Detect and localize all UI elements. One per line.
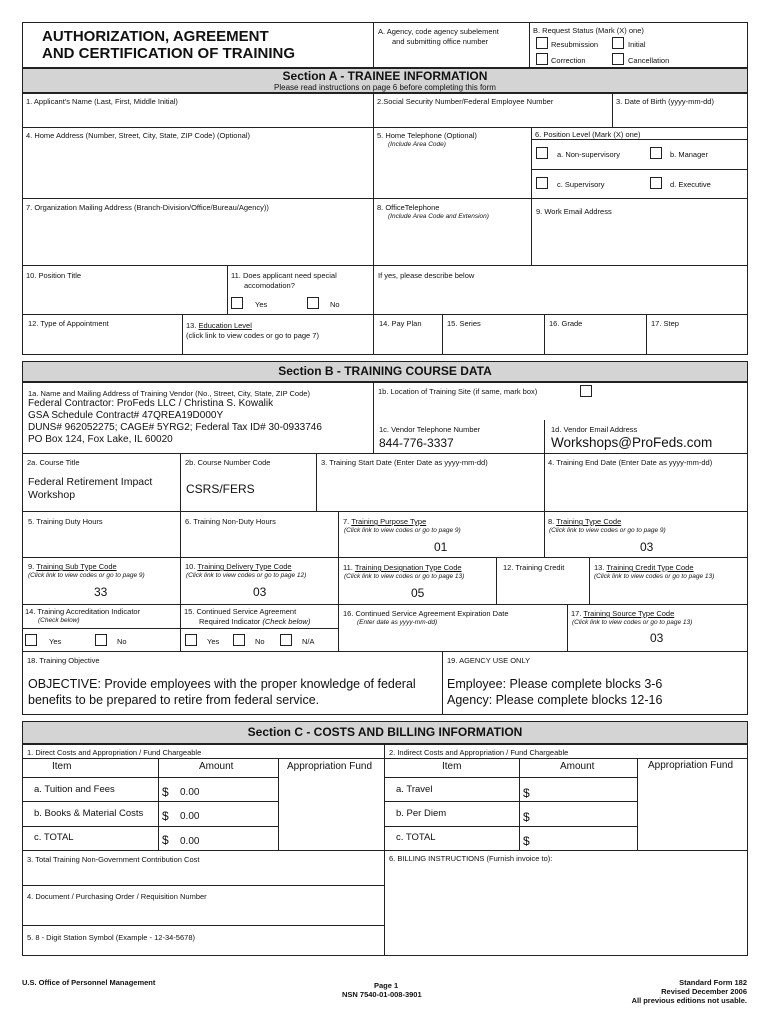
position-supervisory-checkbox[interactable]	[536, 177, 548, 189]
home-phone-hint: (Include Area Code)	[388, 141, 446, 148]
source-type-label: 17. Training Source Type Code	[571, 609, 675, 618]
position-nonsupervisory-label: a. Non-supervisory	[557, 150, 620, 159]
footer-nsn: NSN 7540-01-008-3901	[342, 990, 422, 999]
ssn-field[interactable]	[375, 108, 610, 126]
delivery-type-link[interactable]: Training Delivery Type Code	[197, 562, 292, 571]
accommodation-no-label: No	[330, 300, 340, 309]
designation-type-label: 11. Training Designation Type Code	[343, 563, 462, 572]
accommodation-no-checkbox[interactable]	[307, 297, 319, 309]
station-symbol-label: 5. 8 - Digit Station Symbol (Example - 12-34-5678)	[27, 933, 195, 942]
objective-value[interactable]	[28, 676, 416, 708]
section-c-title: Section C - COSTS AND BILLING INFORMATION	[247, 725, 523, 739]
vendor-name-label: 1a. Name and Mailing Address of Training Vendor (No., Street, City, State, ZIP Code)	[28, 389, 310, 398]
csa-yes-label: Yes	[207, 637, 220, 646]
grade-label: 16. Grade	[549, 319, 583, 328]
accreditation-no-checkbox[interactable]	[95, 634, 107, 646]
vendor-email-value[interactable]: Workshops@ProFeds.com	[551, 435, 713, 450]
training-credit-label: 12. Training Credit	[503, 563, 565, 572]
purpose-type-label: 7. Training Purpose Type	[343, 517, 427, 526]
series-label: 15. Series	[447, 319, 481, 328]
indirect-col-amount: Amount	[560, 761, 595, 772]
billing-instructions-label: 6. BILLING INSTRUCTIONS (Furnish invoice to):	[389, 854, 553, 863]
sub-type-hint: (Click link to view codes or go to page 9)	[28, 572, 145, 579]
delivery-type-label: 10. Training Delivery Type Code	[185, 562, 292, 571]
vendor-phone-value[interactable]: 844-776-3337	[379, 436, 454, 450]
training-type-value[interactable]: 03	[640, 540, 654, 554]
objective-line1: OBJECTIVE: Provide employees with the proper knowledge of federal	[28, 677, 416, 691]
section-a-header	[22, 68, 748, 93]
form-title-line1: AUTHORIZATION, AGREEMENT	[42, 28, 269, 45]
accreditation-yes-label: Yes	[49, 637, 62, 646]
office-phone-hint: (Include Area Code and Extension)	[388, 213, 489, 220]
position-executive-checkbox[interactable]	[650, 177, 662, 189]
duty-hours-label: 5. Training Duty Hours	[28, 517, 103, 526]
non-duty-hours-label: 6. Training Non-Duty Hours	[185, 517, 276, 526]
credit-type-label: 13. Training Credit Type Code	[594, 563, 694, 572]
direct-total-currency: $	[162, 833, 169, 847]
training-type-link[interactable]: Training Type Code	[556, 517, 622, 526]
section-b-header	[22, 361, 748, 382]
vendor-line3: DUNS# 962052275; CAGE# 5YRG2; Federal Tax ID# 30-0933746	[28, 422, 322, 433]
direct-tuition-currency: $	[162, 785, 169, 799]
position-nonsupervisory-checkbox[interactable]	[536, 147, 548, 159]
course-title-line2: Workshop	[28, 489, 76, 501]
source-type-hint: (Click link to view codes or go to page 13)	[572, 619, 693, 626]
sub-type-value[interactable]: 33	[94, 585, 108, 599]
footer-page: Page 1	[374, 981, 399, 990]
work-email-label: 9. Work Email Address	[536, 207, 612, 216]
status-correction-checkbox[interactable]	[536, 53, 548, 65]
direct-item-tuition: a. Tuition and Fees	[34, 784, 115, 795]
csa-no-checkbox[interactable]	[233, 634, 245, 646]
vendor-email-label: 1d. Vendor Email Address	[551, 425, 638, 434]
indirect-col-fund: Appropriation Fund	[648, 760, 734, 771]
footer-editions: All previous editions not usable.	[631, 996, 747, 1005]
vendor-phone-label: 1c. Vendor Telephone Number	[379, 425, 481, 434]
status-cancellation-label: Cancellation	[628, 56, 670, 65]
home-phone-label: 5. Home Telephone (Optional)	[377, 131, 477, 140]
sub-type-label: 9. Training Sub Type Code	[28, 562, 117, 571]
section-a-subtitle: Please read instructions on page 6 before completing this form	[274, 83, 496, 92]
office-phone-label: 8. OfficeTelephone	[377, 203, 440, 212]
status-resubmission-checkbox[interactable]	[536, 37, 548, 49]
appointment-type-label: 12. Type of Appointment	[28, 319, 109, 328]
position-supervisory-label: c. Supervisory	[557, 180, 605, 189]
indirect-col-item: Item	[442, 761, 462, 772]
agency-use-label: 19. AGENCY USE ONLY	[447, 656, 531, 665]
position-manager-checkbox[interactable]	[650, 147, 662, 159]
purchasing-order-label: 4. Document / Purchasing Order / Requisition Number	[27, 892, 207, 901]
accommodation-label-2: accomodation?	[244, 281, 295, 290]
status-resubmission-label: Resubmission	[551, 40, 599, 49]
footer-agency: U.S. Office of Personnel Management	[22, 978, 156, 987]
direct-col-amount: Amount	[199, 761, 234, 772]
objective-line2: benefits to be prepared to retire from federal service.	[28, 693, 320, 707]
direct-item-books: b. Books & Material Costs	[34, 808, 144, 819]
dob-field[interactable]	[614, 108, 746, 126]
designation-type-hint: (Click link to view codes or go to page 13)	[344, 573, 465, 580]
accommodation-yes-label: Yes	[255, 300, 268, 309]
position-manager-label: b. Manager	[670, 150, 708, 159]
csa-yes-checkbox[interactable]	[185, 634, 197, 646]
source-type-link[interactable]: Training Source Type Code	[583, 609, 675, 618]
direct-costs-label: 1. Direct Costs and Appropriation / Fund Chargeable	[27, 748, 202, 757]
objective-label: 18. Training Objective	[27, 656, 100, 665]
appointment-type-field[interactable]	[24, 332, 179, 354]
vendor-info	[28, 398, 322, 446]
source-type-value[interactable]: 03	[650, 631, 664, 645]
position-level-label: 6. Position Level (Mark (X) one)	[535, 130, 641, 139]
agency-use-value	[447, 676, 662, 708]
csa-label: 15. Continued Service Agreement	[184, 607, 297, 616]
course-title-line1: Federal Retirement Impact	[28, 476, 153, 488]
indirect-item-travel: a. Travel	[396, 784, 433, 795]
non-gov-cost-label: 3. Total Training Non-Government Contribution Cost	[27, 855, 200, 864]
vendor-line1: Federal Contractor: ProFeds LLC / Christina S. Kowalik	[28, 398, 274, 409]
status-cancellation-checkbox[interactable]	[612, 53, 624, 65]
vendor-line4: PO Box 124, Fox Lake, IL 60020	[28, 434, 173, 445]
org-address-label: 7. Organization Mailing Address (Branch-Division/Office/Bureau/Agency))	[26, 203, 269, 212]
csa-label-2: Required Indicator (Check below)	[199, 617, 311, 626]
step-label: 17. Step	[651, 319, 679, 328]
indirect-travel-currency: $	[523, 786, 530, 800]
csa-expiration-label: 16. Continued Service Agreement Expiration Date	[343, 609, 509, 618]
education-level-hint: (click link to view codes or go to page 7)	[186, 331, 319, 340]
purpose-type-link[interactable]: Training Purpose Type	[351, 517, 427, 526]
org-address-field[interactable]	[24, 214, 371, 264]
direct-total-amount[interactable]: 0.00	[180, 836, 200, 847]
csa-expiration-hint: (Enter date as yyyy-mm-dd)	[357, 619, 438, 626]
indirect-item-perdiem: b. Per Diem	[396, 808, 447, 819]
purchasing-order-field[interactable]	[24, 903, 382, 923]
agency-use-line2: Agency: Please complete blocks 12-16	[447, 693, 663, 707]
accommodation-yes-checkbox[interactable]	[231, 297, 243, 309]
training-type-label: 8. Training Type Code	[548, 517, 622, 526]
designation-type-link[interactable]: Training Designation Type Code	[354, 563, 462, 572]
position-executive-label: d. Executive	[670, 180, 711, 189]
accommodation-label: 11. Does applicant need special	[231, 271, 337, 280]
dob-label: 3. Date of Birth (yyyy-mm-dd)	[616, 97, 714, 106]
education-level-label: 13. Education Level	[186, 321, 252, 330]
csa-no-label: No	[255, 637, 265, 646]
section-c-header	[22, 721, 748, 744]
accreditation-no-label: No	[117, 637, 127, 646]
direct-item-total: c. TOTAL	[34, 832, 74, 843]
purpose-type-hint: (Click link to view codes or go to page 9)	[344, 527, 461, 534]
section-a-title: Section A - TRAINEE INFORMATION	[282, 69, 488, 83]
direct-books-currency: $	[162, 809, 169, 823]
home-address-label: 4. Home Address (Number, Street, City, State, ZIP Code) (Optional)	[26, 131, 250, 140]
position-title-label: 10. Position Title	[26, 271, 82, 280]
section-b-title: Section B - TRAINING COURSE DATA	[278, 364, 492, 378]
position-title-field[interactable]	[24, 283, 224, 313]
training-site-label: 1b. Location of Training Site (if same, mark box)	[378, 387, 538, 396]
form-title-line2: AND CERTIFICATION OF TRAINING	[42, 45, 296, 62]
agency-use-line1: Employee: Please complete blocks 3-6	[447, 677, 663, 691]
home-address-field[interactable]	[24, 142, 371, 197]
accommodation-describe-field[interactable]	[375, 283, 746, 313]
non-gov-cost-field[interactable]	[24, 866, 382, 884]
footer-form-number: Standard Form 182	[679, 978, 747, 987]
accreditation-hint: (Check below)	[38, 617, 80, 624]
accommodation-describe-label: If yes, please describe below	[378, 271, 475, 280]
status-initial-checkbox[interactable]	[612, 37, 624, 49]
agency-label-2: and submitting office number	[392, 37, 489, 46]
direct-books-amount[interactable]: 0.00	[180, 811, 200, 822]
status-initial-label: Initial	[628, 40, 646, 49]
course-title-value[interactable]	[28, 476, 152, 502]
agency-label: A. Agency, code agency subelement	[378, 27, 499, 36]
start-date-label: 3. Training Start Date (Enter Date as yyyy-mm-dd)	[321, 458, 488, 467]
training-site-same-checkbox[interactable]	[580, 385, 592, 397]
status-correction-label: Correction	[551, 56, 586, 65]
direct-col-fund: Appropriation Fund	[287, 761, 373, 772]
direct-col-item: Item	[52, 761, 72, 772]
indirect-item-total: c. TOTAL	[396, 832, 436, 843]
billing-instructions-field[interactable]	[386, 866, 746, 954]
ssn-label: 2.Social Security Number/Federal Employee Number	[377, 97, 554, 106]
designation-type-value[interactable]: 05	[411, 586, 425, 600]
accreditation-label: 14. Training Accreditation Indicator	[25, 607, 141, 616]
delivery-type-hint: (Click link to view codes or go to page 12)	[186, 572, 307, 579]
request-status-label: B. Request Status (Mark (X) one)	[533, 26, 644, 35]
vendor-line2: GSA Schedule Contract# 47QREA19D000Y	[28, 410, 224, 421]
education-level-link[interactable]: Education Level	[198, 321, 252, 330]
indirect-costs-label: 2. Indirect Costs and Appropriation / Fund Chargeable	[389, 748, 569, 757]
accreditation-yes-checkbox[interactable]	[25, 634, 37, 646]
sub-type-link[interactable]: Training Sub Type Code	[36, 562, 117, 571]
applicant-name-field[interactable]	[24, 108, 371, 126]
applicant-name-label: 1. Applicant's Name (Last, First, Middle Initial)	[26, 97, 178, 106]
footer-revised: Revised December 2006	[661, 987, 747, 996]
training-type-hint: (Click link to view codes or go to page 9)	[549, 527, 666, 534]
csa-na-checkbox[interactable]	[280, 634, 292, 646]
credit-type-hint: (Click link to view codes or go to page 13)	[594, 573, 715, 580]
direct-tuition-amount[interactable]: 0.00	[180, 787, 200, 798]
delivery-type-value[interactable]: 03	[253, 585, 267, 599]
course-number-value[interactable]: CSRS/FERS	[186, 482, 255, 496]
indirect-perdiem-currency: $	[523, 810, 530, 824]
work-email-field[interactable]	[533, 220, 746, 264]
pay-plan-label: 14. Pay Plan	[379, 319, 422, 328]
csa-na-label: N/A	[302, 637, 315, 646]
course-title-label: 2a. Course Title	[27, 458, 80, 467]
end-date-label: 4. Training End Date (Enter Date as yyyy-mm-dd)	[548, 458, 713, 467]
indirect-total-currency: $	[523, 834, 530, 848]
purpose-type-value[interactable]: 01	[434, 540, 448, 554]
course-number-label: 2b. Course Number Code	[185, 458, 271, 467]
credit-type-link[interactable]: Training Credit Type Code	[606, 563, 694, 572]
